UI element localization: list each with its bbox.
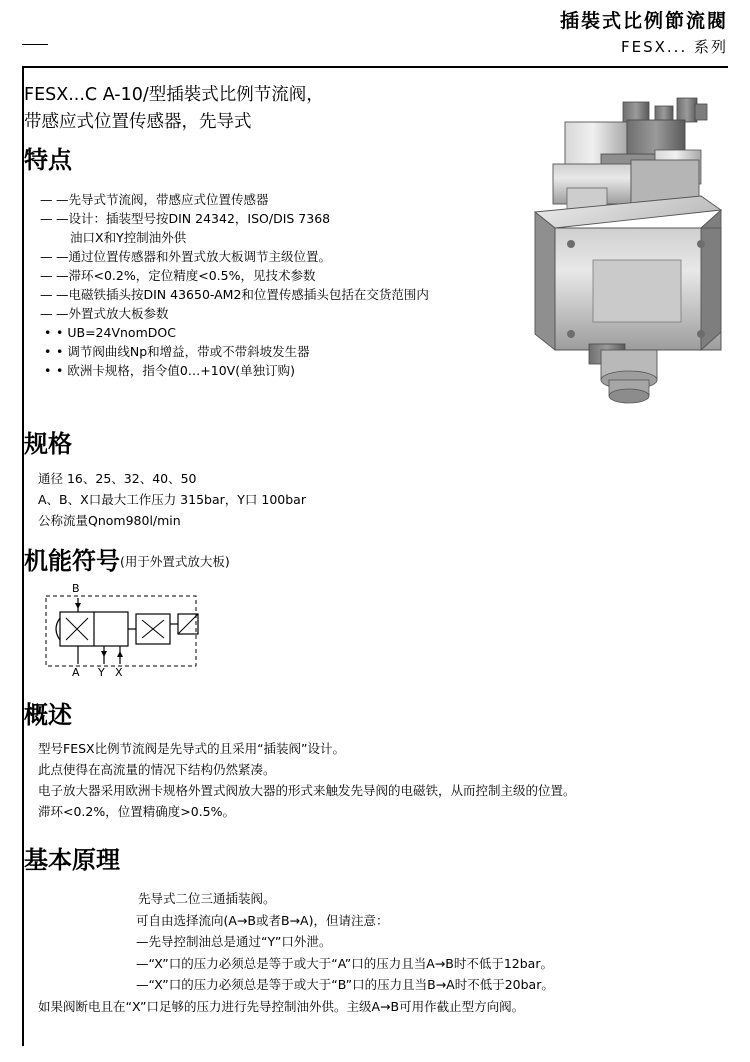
- overview-line: 电子放大器采用欧洲卡规格外置式阀放大器的形式来触发先导阀的电磁铁，从而控制主级的位置。: [38, 783, 576, 798]
- feature-text: 油口X和Y控制油外供: [70, 230, 187, 245]
- feature-text: —外置式放大板参数: [56, 306, 169, 321]
- feature-item: [42, 209, 502, 228]
- overview-heading: 概述: [24, 701, 72, 729]
- symbol-label-a: A: [72, 666, 80, 679]
- principle-heading: 基本原理: [24, 846, 120, 874]
- feature-bullet-item: [42, 342, 502, 361]
- header-divider: [22, 66, 728, 68]
- feature-text: —设计：插装型号按DIN 24342，ISO/DIS 7368: [56, 211, 331, 226]
- document-title-line2: 带感应式位置传感器，先导式: [24, 112, 252, 132]
- hydraulic-symbol-diagram: [38, 582, 238, 679]
- page-header: [0, 0, 750, 62]
- principle-line: —先导控制油总是通过“Y”口外泄。: [136, 934, 332, 949]
- symbol-heading-sub: (用于外置式放大板): [120, 554, 230, 569]
- spec-list: [38, 468, 498, 531]
- symbol-label-b: B: [72, 582, 80, 595]
- feature-text: —先导式节流阀，带感应式位置传感器: [56, 192, 269, 207]
- symbol-label-y: Y: [98, 666, 105, 679]
- feature-text: —通过位置传感器和外置式放大板调节主级位置。: [56, 249, 332, 264]
- feature-item: [42, 285, 502, 304]
- symbol-heading: [24, 541, 230, 576]
- feature-text: • 调节阀曲线Np和增益，带或不带斜坡发生器: [56, 344, 310, 359]
- principle-line: 可自由选择流向(A→B或者B→A)，但请注意：: [136, 912, 389, 928]
- spec-line: 通径 16、25、32、40、50: [38, 471, 197, 486]
- document-title: [24, 82, 524, 136]
- cartridge-valve-illustration: [505, 92, 733, 410]
- feature-item: [42, 190, 502, 209]
- feature-item-continuation: [42, 228, 502, 247]
- principle-text: [38, 888, 738, 1017]
- feature-bullet-item: [42, 323, 502, 342]
- features-heading: 特点: [24, 146, 72, 174]
- feature-item: [42, 304, 502, 323]
- spec-line: 公称流量Qnom980l/min: [38, 513, 181, 528]
- spec-line: A、B、X口最大工作压力 315bar，Y口 100bar: [38, 492, 306, 507]
- overview-line: 型号FESX比例节流阀是先导式的且采用“插装阀”设计。: [38, 741, 346, 756]
- feature-text: • 欧洲卡规格，指令值0…+10V(单独订购): [56, 363, 295, 378]
- feature-text: • UB=24VnomDOC: [56, 325, 176, 340]
- principle-line: —“X”口的压力必须总是等于或大于“A”口的压力且当A→B时不低于12bar。: [136, 955, 553, 971]
- overview-text: [38, 738, 728, 822]
- schematic-symbol: [38, 588, 238, 680]
- feature-item: [42, 266, 502, 285]
- principle-line: 先导式二位三通插装阀。: [138, 891, 276, 906]
- overview-line: 滞环<0.2%，位置精确度>0.5%。: [38, 804, 235, 819]
- symbol-heading-text: 机能符号: [24, 547, 120, 575]
- overview-line: 此点使得在高流量的情况下结构仍然紧凑。: [38, 762, 276, 777]
- principle-line: —“X”口的压力必须总是等于或大于“B”口的压力且当B→A时不低于20bar。: [136, 977, 554, 992]
- header-tick-rule: [22, 44, 48, 45]
- feature-text: —滞环<0.2%，定位精度<0.5%，见技术参数: [56, 268, 316, 283]
- header-subtitle: FESX... 系列: [621, 38, 728, 56]
- feature-text: —电磁铁插头按DIN 43650-AM2和位置传感插头包括在交货范围内: [56, 287, 429, 302]
- symbol-label-x: X: [115, 666, 123, 679]
- features-list: [42, 190, 502, 380]
- principle-line: 如果阀断电且在“X”口足够的压力进行先导控制油外供。主级A→B可用作截止型方向阀。: [38, 998, 525, 1014]
- feature-bullet-item: [42, 361, 502, 380]
- product-photo: [505, 92, 733, 410]
- document-title-line1: FESX...C A-10/型插裝式比例节流阀，: [24, 85, 324, 105]
- spec-heading: 规格: [24, 430, 72, 458]
- header-title: 插裝式比例節流閥: [559, 10, 728, 32]
- feature-item: [42, 247, 502, 266]
